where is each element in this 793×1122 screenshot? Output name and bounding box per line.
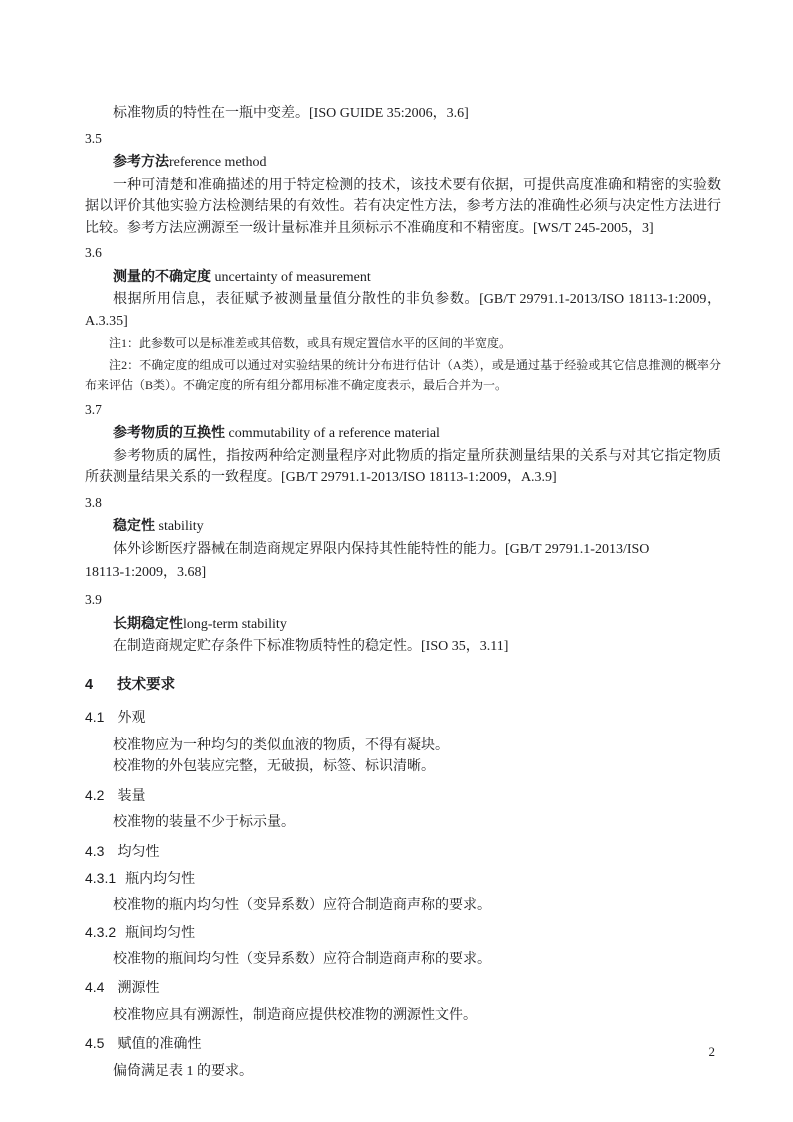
clause-title-4-1: 外观 bbox=[117, 709, 146, 725]
clause-number-4: 4 bbox=[85, 676, 94, 693]
clause-title-4-3-2: 瓶间均匀性 bbox=[125, 924, 196, 940]
clause-4-2-paragraph: 校准物的装量不少于标示量。 bbox=[113, 815, 295, 830]
term-zh-3-7: 参考物质的互换性 bbox=[113, 424, 225, 440]
term-zh-3-9: 长期稳定性 bbox=[113, 614, 183, 631]
clause-title-4-3-1: 瓶内均匀性 bbox=[125, 870, 196, 886]
clause-4-1-paragraph: 校准物应为一种均匀的类似血液的物质，不得有凝块。 bbox=[113, 737, 449, 753]
term-zh-3-6: 测量的不确定度 bbox=[113, 267, 211, 284]
clause-number-4-2: 4.2 bbox=[85, 786, 105, 803]
term-en-3-6: uncertainty of measurement bbox=[211, 269, 371, 285]
clause-heading-4 bbox=[85, 675, 721, 697]
term-number-3-7: 3.7 bbox=[85, 401, 102, 417]
clause-4-5-paragraph: 偏倚满足表 1 的要求。 bbox=[113, 1063, 253, 1079]
clause-heading-4-3 bbox=[85, 841, 721, 863]
clause-title-4-4: 溯源性 bbox=[117, 979, 160, 995]
clause-4-3-1-paragraph: 校准物的瓶内均匀性（变异系数）应符合制造商声称的要求。 bbox=[113, 897, 491, 913]
clause-heading-4-4 bbox=[85, 977, 721, 999]
term-definition-3-8: 体外诊断医疗器械在制造商规定界限内保持其性能特性的能力。[GB/T 29791.1-2013/ISO bbox=[113, 541, 650, 557]
term-number-3-9: 3.9 bbox=[85, 592, 102, 607]
clause-heading-4-5 bbox=[85, 1033, 721, 1055]
term-number-3-5: 3.5 bbox=[85, 130, 102, 146]
term-number-3-8: 3.8 bbox=[85, 494, 102, 510]
clause-number-4-3: 4.3 bbox=[85, 842, 105, 859]
clause-title-4: 技术要求 bbox=[117, 676, 176, 693]
clause-4-4-paragraph: 校准物应具有溯源性，制造商应提供校准物的溯源性文件。 bbox=[113, 1007, 477, 1023]
page-number: 2 bbox=[708, 1044, 715, 1059]
term-definition-3-5: 一种可清楚和准确描述的用于特定检测的技术，该技术要有依据，可提供高度准确和精密的实验数据以评价其他实验方法检测结果的有效性。若有决定性方法，参考方法的准确性必须与决定性方法进行比较。参考方法应溯源至一级计量标准并且须标示不准确度和不精密度。[WS/T 245-2005，3] bbox=[85, 177, 721, 236]
clause-number-4-3-1: 4.3.1 bbox=[85, 870, 117, 886]
clause-4-3-2-paragraph: 校准物的瓶间均匀性（变异系数）应符合制造商声称的要求。 bbox=[113, 951, 491, 967]
clause-heading-4-3-1 bbox=[85, 868, 721, 890]
term-definition-3-9: 在制造商规定贮存条件下标准物质特性的稳定性。[ISO 35，3.11] bbox=[113, 639, 509, 654]
clause-title-4-5: 赋值的准确性 bbox=[117, 1035, 202, 1051]
term-zh-3-5: 参考方法 bbox=[113, 153, 169, 169]
clause-title-4-3: 均匀性 bbox=[117, 842, 160, 859]
term-definition-3-6: 根据所用信息，表征赋予被测量量值分散性的非负参数。[GB/T 29791.1-2013/ISO 18113-1:2009，A.3.35] bbox=[85, 292, 721, 329]
term-en-3-9: long-term stability bbox=[183, 616, 287, 632]
note-2: 注2：不确定度的组成可以通过对实验结果的统计分布进行估计（A类），或是通过基于经验或其它信息推测的概率分布来评估（B类）。不确定度的所有组分都用标准不确定度表示，最后合并为一。 bbox=[85, 357, 721, 392]
clause-4-1-paragraph: 校准物的外包装应完整，无破损，标签、标识清晰。 bbox=[113, 759, 435, 774]
term-definition-3-8-continuation: 18113-1:2009，3.68] bbox=[85, 565, 207, 580]
term-definition-3-7: 参考物质的属性，指按两种给定测量程序对此物质的指定量所获测量结果的关系与对其它指定物质所获测量结果关系的一致程度。[GB/T 29791.1-2013/ISO 18113-1:2009，A.3.9] bbox=[85, 448, 721, 485]
term-en-3-5: reference method bbox=[169, 155, 267, 170]
term-heading-3-7 bbox=[85, 422, 721, 445]
clause-number-4-4: 4.4 bbox=[85, 979, 105, 995]
clause-number-4-3-2: 4.3.2 bbox=[85, 924, 117, 940]
clause-heading-4-3-2 bbox=[85, 922, 721, 944]
clause-number-4-5: 4.5 bbox=[85, 1035, 105, 1051]
term-heading-3-9 bbox=[85, 613, 721, 636]
term-zh-3-8: 稳定性 bbox=[113, 517, 155, 533]
clause-number-4-1: 4.1 bbox=[85, 709, 105, 725]
clause-3-4-tail-paragraph: 标准物质的特性在一瓶中变差。[ISO GUIDE 35:2006，3.6] bbox=[113, 106, 469, 121]
term-heading-3-6 bbox=[85, 266, 721, 289]
clause-heading-4-2 bbox=[85, 785, 721, 807]
term-number-3-6: 3.6 bbox=[85, 245, 102, 260]
term-en-3-7: commutability of a reference material bbox=[225, 426, 440, 441]
note-1: 注1：此参数可以是标准差或其倍数，或具有规定置信水平的区间的半宽度。 bbox=[109, 336, 512, 350]
clause-heading-4-1 bbox=[85, 707, 721, 729]
term-heading-3-5 bbox=[85, 151, 721, 174]
term-heading-3-8 bbox=[85, 515, 721, 538]
term-en-3-8: stability bbox=[155, 519, 204, 534]
clause-title-4-2: 装量 bbox=[117, 786, 146, 803]
